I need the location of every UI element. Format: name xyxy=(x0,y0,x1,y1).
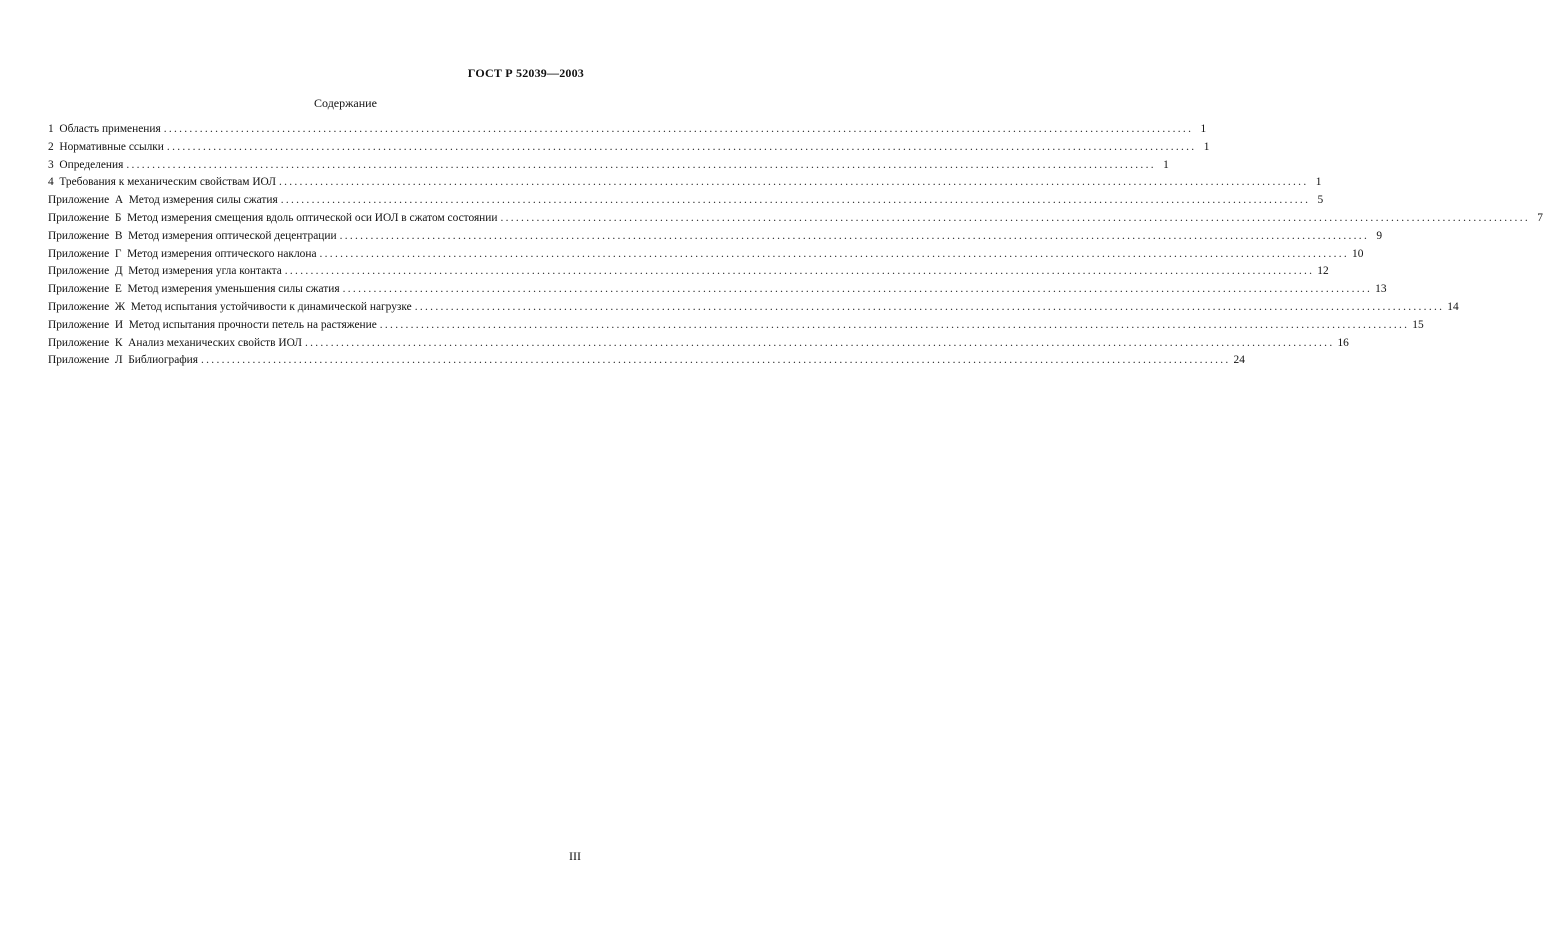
toc-leader-dots: ........................................................................................................................................................................................................ xyxy=(126,158,1156,171)
toc-entry-label: 2 Нормативные ссылки xyxy=(48,140,164,153)
toc-leader-dots: ........................................................................................................................................................................................................ xyxy=(342,283,1373,296)
toc-entry-label: Приложение Л Библиография xyxy=(48,354,199,367)
toc-leader-dots: ........................................................................................................................................................................................................ xyxy=(201,354,1231,367)
page-number: III xyxy=(569,849,581,863)
toc-entry[interactable] xyxy=(48,158,1169,177)
toc-leader-dots: ........................................................................................................................................................................................................ xyxy=(278,176,1309,189)
toc-leader-dots: ........................................................................................................................................................................................................ xyxy=(280,194,1311,207)
toc-entry-page: 13 xyxy=(1375,283,1387,296)
toc-entry-page: 12 xyxy=(1317,265,1329,278)
toc-entry-page: 16 xyxy=(1337,336,1349,349)
toc-entry-page: 5 xyxy=(1317,194,1324,207)
toc-entry[interactable] xyxy=(48,336,1349,355)
toc-leader-dots: ........................................................................................................................................................................................................ xyxy=(414,300,1445,313)
toc-leader-dots: ........................................................................................................................................................................................................ xyxy=(379,318,1410,331)
toc-entry[interactable] xyxy=(48,354,1245,372)
toc-entry-label: Приложение К Анализ механических свойств ИОЛ xyxy=(48,336,302,349)
toc-entry-page: 1 xyxy=(1163,158,1169,171)
toc-entry-label: Приложение А Метод измерения силы сжатия xyxy=(48,194,278,207)
toc-entry[interactable] xyxy=(48,123,1207,141)
toc-entry[interactable] xyxy=(48,229,1383,248)
toc-entry-label: Приложение Е Метод измерения уменьшения силы сжатия xyxy=(48,283,340,296)
toc-entry-label: Приложение В Метод измерения оптической децентрации xyxy=(48,229,337,242)
toc-title: Содержание xyxy=(314,96,377,110)
toc-entry[interactable] xyxy=(48,176,1322,194)
toc-entry[interactable] xyxy=(48,300,1459,319)
toc-leader-dots: ........................................................................................................................................................................................................ xyxy=(339,229,1370,242)
toc-entry[interactable] xyxy=(48,211,1543,230)
toc-entry-page: 1 xyxy=(1203,140,1210,153)
toc-entry-page: 10 xyxy=(1352,247,1364,260)
toc-entry-label: Приложение И Метод испытания прочности петель на растяжение xyxy=(48,318,377,331)
toc-entry[interactable] xyxy=(48,318,1424,337)
toc-leader-dots: ........................................................................................................................................................................................................ xyxy=(163,123,1194,135)
table-of-contents xyxy=(48,123,1543,372)
toc-entry[interactable] xyxy=(48,140,1210,159)
toc-entry-label: Приложение Д Метод измерения угла контакта xyxy=(48,265,282,278)
toc-entry-page: 7 xyxy=(1537,211,1543,224)
toc-entry-page: 24 xyxy=(1233,354,1245,367)
toc-leader-dots: ........................................................................................................................................................................................................ xyxy=(166,140,1197,153)
toc-entry-page: 1 xyxy=(1315,176,1322,189)
document-standard-id: ГОСТ Р 52039—2003 xyxy=(467,66,584,80)
toc-entry[interactable] xyxy=(48,194,1324,212)
toc-entry[interactable] xyxy=(48,265,1329,283)
toc-entry-label: Приложение Г Метод измерения оптического наклона xyxy=(48,247,317,260)
toc-entry-page: 15 xyxy=(1412,318,1424,331)
toc-entry-label: Приложение Ж Метод испытания устойчивости к динамической нагрузке xyxy=(48,300,412,313)
toc-entry-page: 1 xyxy=(1200,123,1207,135)
toc-leader-dots: ........................................................................................................................................................................................................ xyxy=(304,336,1335,349)
toc-entry-label: 3 Определения xyxy=(48,158,124,171)
toc-entry-page: 9 xyxy=(1376,229,1383,242)
toc-leader-dots: ........................................................................................................................................................................................................ xyxy=(319,247,1350,260)
toc-entry-label: Приложение Б Метод измерения смещения вдоль оптической оси ИОЛ в сжатом состоянии xyxy=(48,211,498,224)
toc-entry-label: 1 Область применения xyxy=(48,123,161,135)
toc-entry-label: 4 Требования к механическим свойствам ИОЛ xyxy=(48,176,276,189)
toc-leader-dots: ........................................................................................................................................................................................................ xyxy=(284,265,1315,278)
toc-entry[interactable] xyxy=(48,247,1364,266)
toc-leader-dots: ........................................................................................................................................................................................................ xyxy=(500,211,1530,224)
toc-entry[interactable] xyxy=(48,283,1387,301)
toc-entry-page: 14 xyxy=(1447,300,1459,313)
